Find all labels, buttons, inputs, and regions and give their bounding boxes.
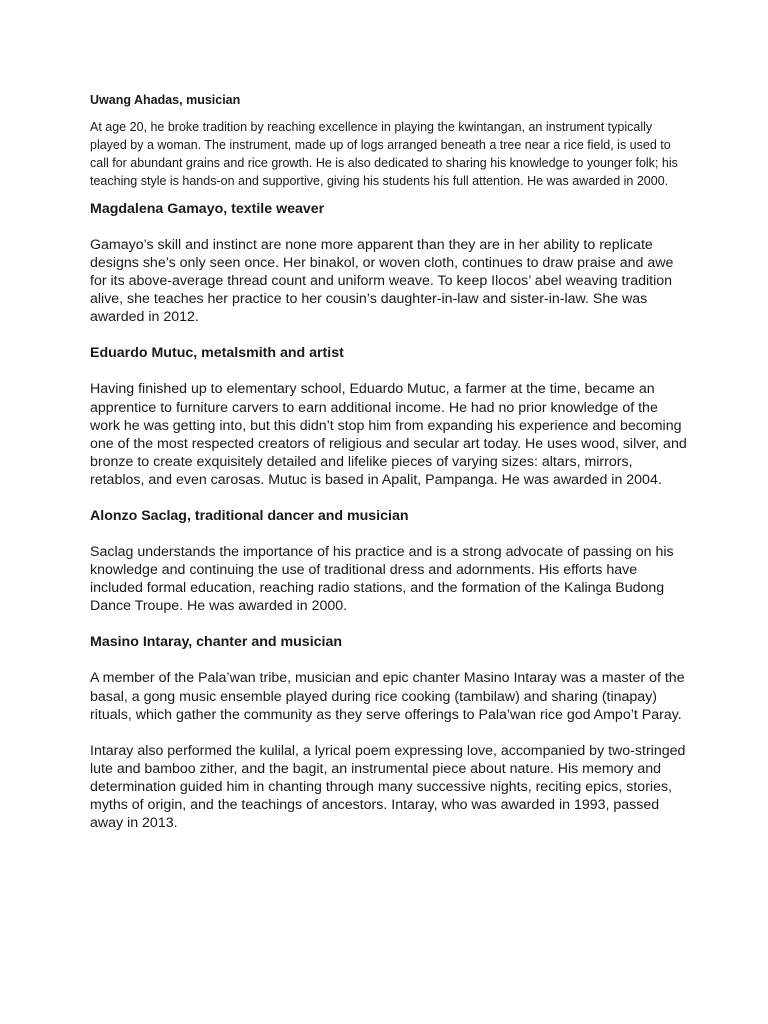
section-heading: Masino Intaray, chanter and musician	[90, 634, 343, 651]
section-heading: Uwang Ahadas, musician	[90, 93, 241, 107]
section-paragraph: At age 20, he broke tradition by reaching excellence in playing the kwintangan, an instrument typically played by a woman. The instrument, made up of logs arranged beneath a tree near a rice field, is used to call for abundant grains and rice growth. He is also dedicated to sharing his knowledge to younger folk; his teaching style is hands-on and supportive, giving his students his full attention. He was awarded in 2000.	[90, 120, 678, 188]
section-paragraph: Gamayo’s skill and instinct are none more apparent than they are in her ability to replicate designs she’s only seen once. Her binakol, or woven cloth, continues to draw praise and awe for its above-average thread count and uniform weave. To keep Ilocos’ abel weaving tradition alive, she teaches her practice to her cousin’s daughter-in-law and sister-in-law. She was awarded in 2012.	[90, 237, 674, 326]
section-heading: Eduardo Mutuc, metalsmith and artist	[90, 345, 344, 362]
section-uwang-ahadas	[90, 92, 690, 190]
section-heading: Alonzo Saclag, traditional dancer and musician	[90, 508, 409, 525]
section-paragraph: Saclag understands the importance of his practice and is a strong advocate of passing on his knowledge and continuing the use of traditional dress and adornments. His efforts have included formal education, reaching radio stations, and the formation of the Kalinga Budong Dance Troupe. He was awarded in 2000.	[90, 544, 674, 615]
section-masino-intaray	[90, 633, 690, 832]
section-paragraph: Having finished up to elementary school, Eduardo Mutuc, a farmer at the time, became an apprentice to furniture carvers to earn additional income. He had no prior knowledge of the work he was getting into, but this didn’t stop him from expanding his experience and becoming one of the most respected creators of religious and secular art today. He uses wood, silver, and bronze to create exquisitely detailed and lifelike pieces of varying sizes: altars, mirrors, retablos, and even carosas. Mutuc is based in Apalit, Pampanga. He was awarded in 2004.	[90, 381, 687, 488]
section-alonzo-saclag	[90, 507, 690, 615]
document-page	[90, 92, 690, 850]
section-heading: Magdalena Gamayo, textile weaver	[90, 201, 325, 217]
section-magdalena-gamayo	[90, 200, 690, 326]
section-eduardo-mutuc	[90, 344, 690, 489]
section-paragraph: A member of the Pala’wan tribe, musician and epic chanter Masino Intaray was a master of the basal, a gong music ensemble played during rice cooking (tambilaw) and sharing (tinapay) rituals, which gather the community as they serve offerings to Pala’wan rice god Ampo’t Paray.	[90, 670, 685, 723]
section-paragraph: Intaray also performed the kulilal, a lyrical poem expressing love, accompanied by two-stringed lute and bamboo zither, and the bagit, an instrumental piece about nature. His memory and determination guided him in chanting through many successive nights, reciting epics, stories, myths of origin, and the teachings of ancestors. Intaray, who was awarded in 1993, passed away in 2013.	[90, 742, 686, 832]
